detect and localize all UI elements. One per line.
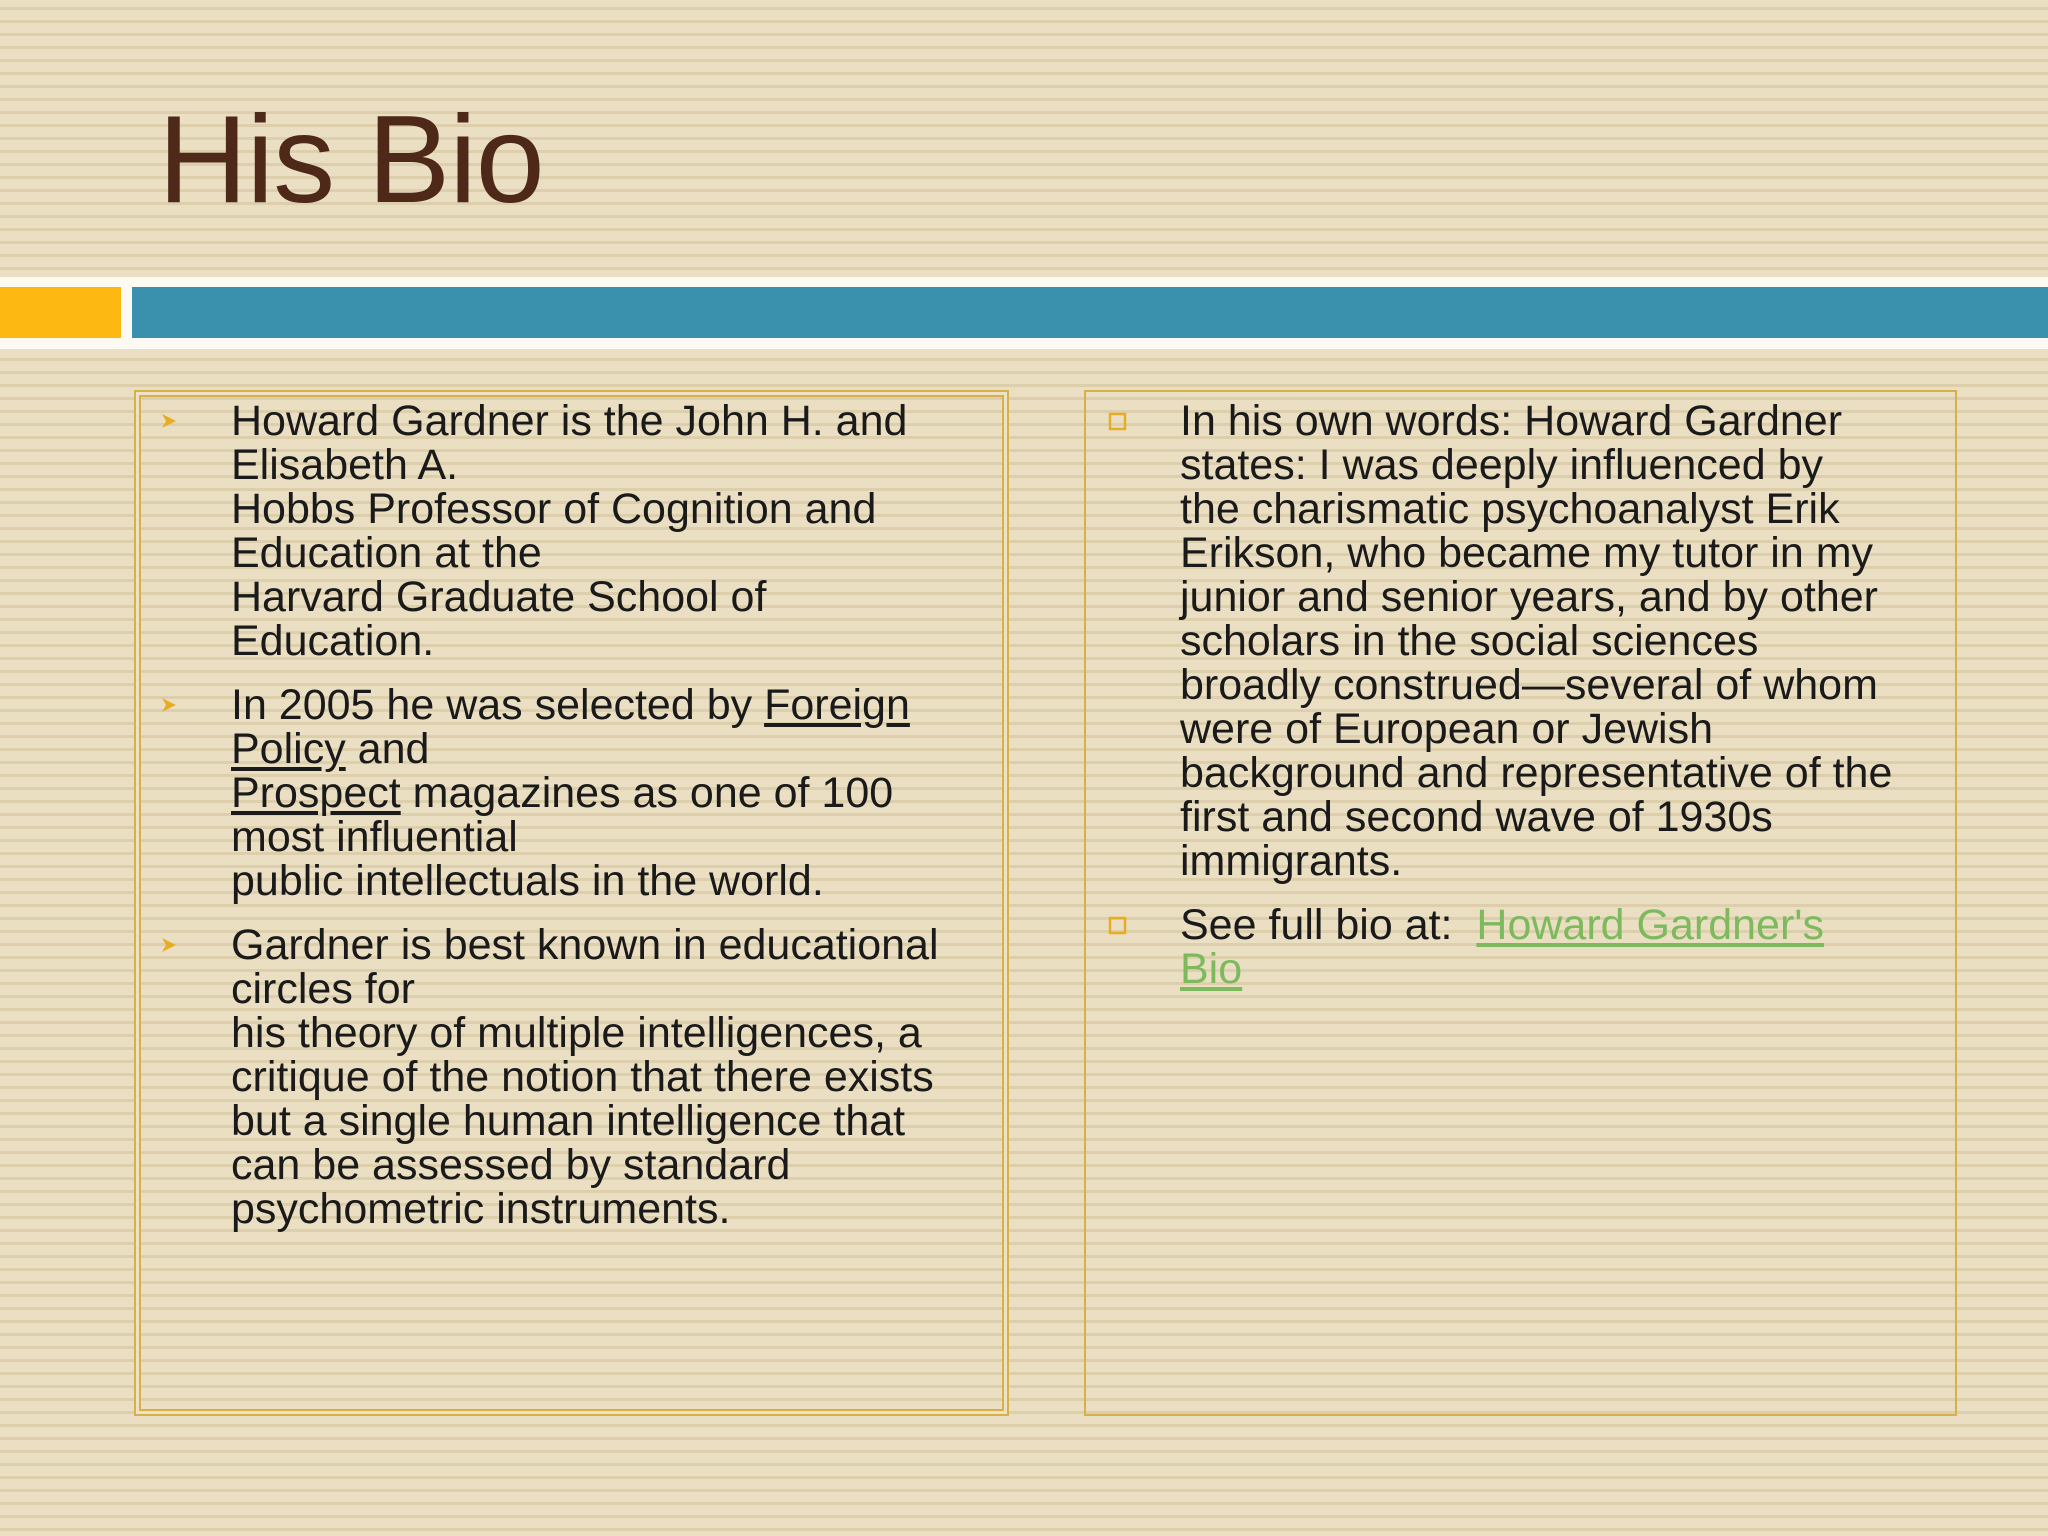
arrowhead-bullet-icon [156, 683, 186, 727]
bullet-line: broadly construed—several of whom [1180, 661, 1878, 709]
bullet-line: critique of the notion that there exists [231, 1053, 934, 1101]
arrowhead-bullet-icon [156, 399, 186, 443]
bullet-line: Hobbs Professor of Cognition and [231, 485, 877, 533]
bullet-line: can be assessed by standard [231, 1141, 791, 1189]
bullet-text: magazines as one of 100 [400, 769, 894, 817]
bullet-text: In 2005 he was selected by [231, 681, 765, 729]
bullet-line: Elisabeth A. [231, 441, 459, 489]
slide-title: His Bio [158, 91, 544, 229]
foreign-policy-link[interactable]: Foreign [764, 681, 910, 729]
bullet-line: circles for [231, 965, 415, 1013]
bullet-line: Harvard Graduate School of [231, 573, 767, 621]
bullet-line: Education at the [231, 529, 542, 577]
blue-accent-bar [132, 287, 2048, 338]
list-item [1180, 399, 1950, 883]
left-content-panel [134, 390, 1009, 1416]
bullet-line: first and second wave of 1930s [1180, 793, 1773, 841]
full-bio-link[interactable]: Bio [1180, 945, 1243, 993]
list-item [231, 399, 1001, 663]
left-bullet-list [231, 399, 1001, 1251]
bullet-line: psychometric instruments. [231, 1185, 731, 1233]
list-item [231, 683, 1001, 903]
bullet-line: Howard Gardner is the John H. and [231, 397, 908, 445]
bullet-line: but a single human intelligence that [231, 1097, 906, 1145]
hollow-square-bullet-icon [1105, 903, 1135, 947]
list-item [1180, 903, 1950, 991]
arrowhead-bullet-icon [156, 923, 186, 967]
bullet-text: See full bio at: [1180, 901, 1477, 949]
bullet-line: Gardner is best known in educational [231, 921, 939, 969]
hollow-square-bullet-icon [1105, 399, 1135, 443]
right-bullet-list [1180, 399, 1950, 1011]
bullet-line: immigrants. [1180, 837, 1403, 885]
orange-accent-bar [0, 287, 121, 338]
bullet-line: background and representative of the [1180, 749, 1893, 797]
bullet-line: his theory of multiple intelligences, a [231, 1009, 922, 1057]
bullet-line: Education. [231, 617, 435, 665]
bullet-line: Erikson, who became my tutor in my [1180, 529, 1874, 577]
bullet-line: most influential [231, 813, 518, 861]
full-bio-link[interactable]: Howard Gardner's [1476, 901, 1824, 949]
bullet-line: states: I was deeply influenced by [1180, 441, 1823, 489]
list-item [231, 923, 1001, 1231]
prospect-link[interactable]: Prospect [231, 769, 401, 817]
bullet-text: and [345, 725, 430, 773]
bullet-line: junior and senior years, and by other [1180, 573, 1878, 621]
bullet-line: scholars in the social sciences [1180, 617, 1759, 665]
bullet-line: the charismatic psychoanalyst Erik [1180, 485, 1840, 533]
right-content-panel [1084, 390, 1957, 1416]
foreign-policy-link[interactable]: Policy [231, 725, 346, 773]
bullet-line: In his own words: Howard Gardner [1180, 397, 1843, 445]
bullet-line: were of European or Jewish [1180, 705, 1714, 753]
bullet-line: public intellectuals in the world. [231, 857, 824, 905]
